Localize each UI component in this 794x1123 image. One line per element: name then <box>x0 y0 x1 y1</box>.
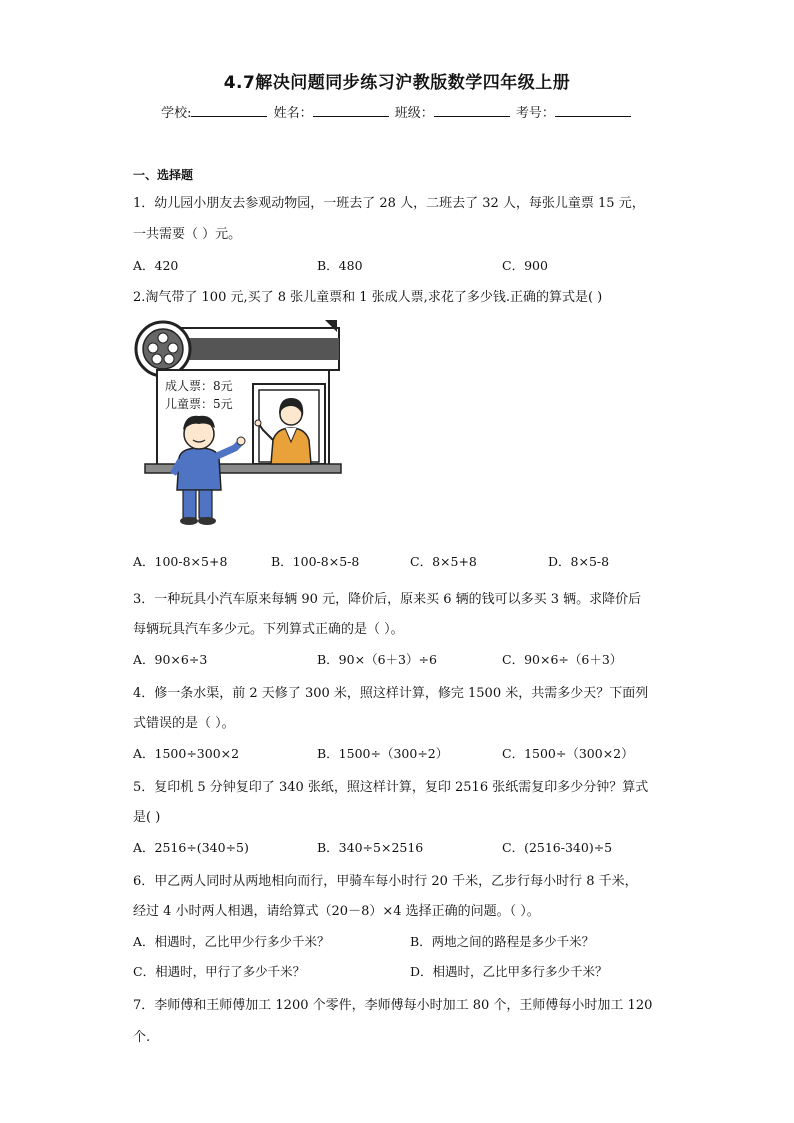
q4-option-a[interactable]: A．1500÷300×2 <box>133 746 240 761</box>
q4-text-line2: 式错误的是（ ）。 <box>133 716 235 731</box>
sign-child-price: 儿童票：5元 <box>165 397 233 411</box>
q6-text-line1: 6．甲乙两人同时从两地相向而行，甲骑车每小时行 20 千米，乙步行每小时行 8 千米， <box>133 874 638 889</box>
q5-option-a[interactable]: A．2516÷(340÷5) <box>133 840 249 855</box>
name-blank[interactable] <box>313 104 389 117</box>
q3-option-b[interactable]: B．90×（6＋3）÷6 <box>317 652 437 667</box>
q7-text-line1: 7．李师傅和王师傅加工 1200 个零件，李师傅每小时加工 80 个，王师傅每小时加工 120 <box>133 998 653 1013</box>
sign-adult-price: 成人票：8元 <box>165 379 233 393</box>
q6-option-a[interactable]: A．相遇时，乙比甲少行多少千米？ <box>133 934 330 949</box>
q7-text-line2: 个. <box>133 1030 151 1045</box>
q6-option-b[interactable]: B．两地之间的路程是多少千米？ <box>410 934 595 949</box>
name-label: 姓名： <box>273 106 313 121</box>
q2-text-line1: 2.淘气带了 100 元,买了 8 张儿童票和 1 张成人票,求花了多少钱.正确的算式是( ) <box>133 290 603 305</box>
q6-text-line2: 经过 4 小时两人相遇，请给算式（20－8）×4 选择正确的问题。（ ）。 <box>133 904 540 919</box>
q5-text-line1: 5．复印机 5 分钟复印了 340 张纸，照这样计算，复印 2516 张纸需复印多少分钟？算式 <box>133 780 649 795</box>
q2-option-a[interactable]: A．100-8×5+8 <box>133 554 228 569</box>
q5-option-b[interactable]: B．340÷5×2516 <box>317 840 424 855</box>
q3-text-line1: 3．一种玩具小汽车原来每辆 90 元，降价后，原来买 6 辆的钱可以多买 3 辆。求降价后 <box>133 592 642 607</box>
q1-text-line2: 一共需要（ ）元。 <box>133 227 242 242</box>
student-info-line <box>0 102 794 121</box>
section-heading: 一、选择题 <box>133 168 194 182</box>
q1-option-b[interactable]: B．480 <box>317 258 363 273</box>
q3-option-a[interactable]: A．90×6÷3 <box>133 652 208 667</box>
q3-text-line2: 每辆玩具汽车多少元。下列算式正确的是（ ）。 <box>133 622 404 637</box>
q1-option-c[interactable]: C．900 <box>502 258 548 273</box>
exam-no-label: 考号： <box>515 106 555 121</box>
q3-option-c[interactable]: C．90×6÷（6＋3） <box>502 652 623 667</box>
q6-option-d[interactable]: D．相遇时，乙比甲多行多少千米？ <box>410 964 608 979</box>
q4-option-b[interactable]: B．1500÷（300÷2） <box>317 746 449 761</box>
q6-option-c[interactable]: C．相遇时，甲行了多少千米？ <box>133 964 306 979</box>
ticket-booth-illustration <box>133 318 345 530</box>
q2-option-b[interactable]: B．100-8×5-8 <box>271 554 360 569</box>
class-label: 班级： <box>394 106 434 121</box>
exam-no-blank[interactable] <box>555 104 631 117</box>
q5-text-line2: 是( ) <box>133 810 161 825</box>
school-blank[interactable] <box>191 104 267 117</box>
q2-option-d[interactable]: D．8×5-8 <box>548 554 610 569</box>
class-blank[interactable] <box>434 104 510 117</box>
q1-text-line1: 1．幼儿园小朋友去参观动物园，一班去了 28 人，二班去了 32 人，每张儿童票 15 元， <box>133 196 645 211</box>
page-title: 4.7解决问题同步练习沪教版数学四年级上册 <box>223 73 571 93</box>
q1-option-a[interactable]: A．420 <box>133 258 179 273</box>
q4-text-line1: 4．修一条水渠，前 2 天修了 300 米，照这样计算，修完 1500 米，共需多少天？下面列 <box>133 686 649 701</box>
q4-option-c[interactable]: C．1500÷（300×2） <box>502 746 634 761</box>
q5-option-c[interactable]: C．(2516-340)÷5 <box>502 840 613 855</box>
q2-option-c[interactable]: C．8×5+8 <box>410 554 477 569</box>
school-label: 学校: <box>161 106 192 121</box>
